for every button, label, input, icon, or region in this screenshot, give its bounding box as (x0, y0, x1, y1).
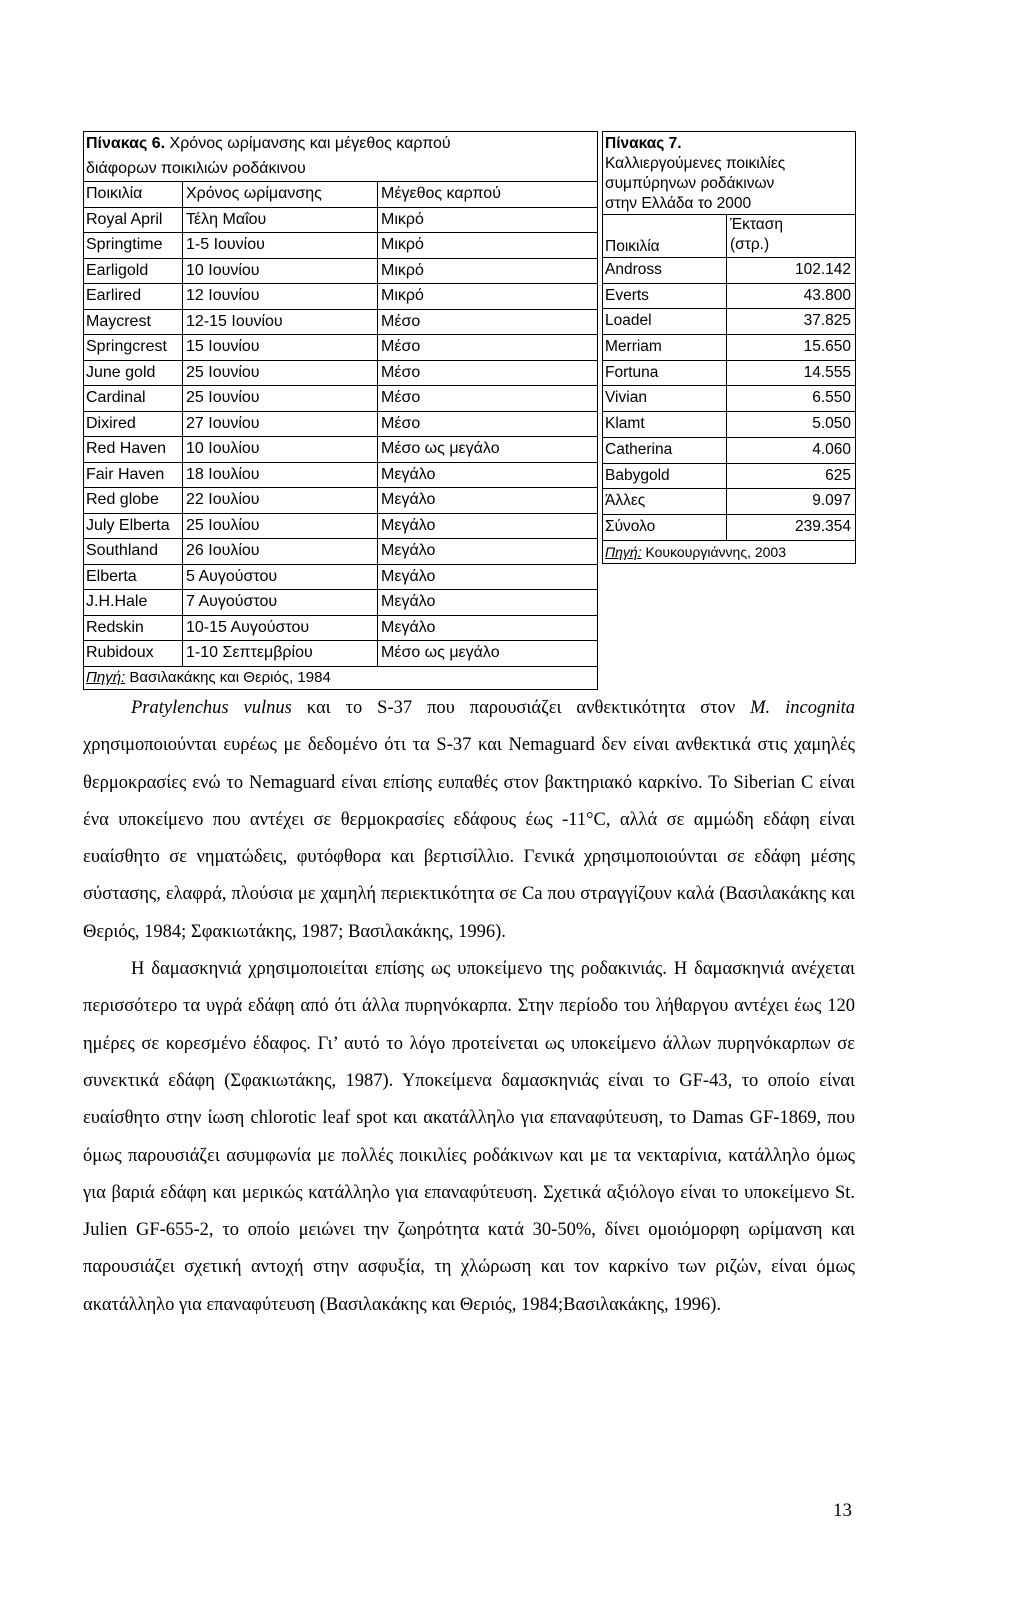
area-cell: 102.142 (794, 261, 851, 278)
table-row (603, 412, 855, 438)
table-row (603, 335, 855, 361)
table-7 (602, 131, 856, 564)
table-row (84, 437, 597, 463)
table-row (84, 386, 597, 412)
table-6-caption-text: Χρόνος ωρίμανσης και μέγεθος καρπού (165, 135, 451, 152)
size-cell: Μέσο ως μεγάλο (381, 644, 500, 662)
variety-cell: Σύνολο (603, 515, 727, 540)
size-cell: Μέσο ως μεγάλο (381, 440, 500, 458)
variety-cell: Red globe (84, 488, 183, 513)
size-cell: Μικρό (381, 236, 424, 254)
variety-cell: Elberta (84, 565, 183, 590)
ripening-cell: 26 Ιουλίου (183, 539, 378, 564)
table-row (84, 565, 597, 591)
paragraph-1 (83, 690, 855, 951)
paragraph-2: Η δαμασκηνιά χρησιμοποιείται επίσης ως υποκείμενο της ροδακινιάς. Η δαμασκηνιά ανέχεται περισσότερο τα υγρά εδάφη από ότι άλλα πυρηνόκαρπα. Στην περίοδο του λήθαργου αντέχει έως 120 ημέρες σε κορεσμένο έδαφος. Γι’ αυτό το λόγο προτείνεται ως υποκείμενο άλλων πυρηνόκαρπων σε συνεκτικά εδάφη (Σφακιωτάκης, 1987). Υποκείμενα δαμασκηνιάς είναι το GF-43, το οποίο είναι ευαίσθητο στην ίωση chlorotic leaf spot και ακατάλληλο για επαναφύτευση, το Damas GF-1869, που όμως παρουσιάζει ασυμφωνία με πολλές ποικιλίες ροδάκινων και με τα νεκταρίνια, κατάλληλο όμως για βαριά εδάφη και μερικώς κατάλληλο για επαναφύτευση. Σχετικά αξιόλογο είναι το υποκείμενο St. Julien GF-655-2, το οποίο μειώνει την ζωηρότητα κατά 30-50%, δίνει ομοιόμορφη ωρίμανση και παρουσιάζει σχετική αντοχή στην ασφυξία, τη χλώρωση και τον καρκίνο των ριζών, είναι όμως ακατάλληλο για επαναφύτευση (Βασιλακάκης και Θεριός, 1984;Βασιλακάκης, 1996). (83, 959, 855, 1315)
ripening-cell: 15 Ιουνίου (183, 335, 378, 360)
size-cell: Μεγάλο (381, 618, 436, 636)
table-row (84, 412, 597, 438)
variety-cell: Maycrest (84, 310, 183, 335)
table-6-header-row (84, 181, 597, 208)
page-number: 13 (833, 1500, 852, 1521)
variety-cell: Springcrest (84, 335, 183, 360)
table-row (603, 361, 855, 387)
table-7-source-text: Κουκουργιάννης, 2003 (641, 543, 786, 560)
table-row (603, 258, 855, 284)
variety-cell: Earlired (84, 284, 183, 309)
table-row (84, 233, 597, 259)
area-cell: 625 (825, 466, 851, 484)
size-cell: Μέσο (381, 414, 421, 432)
variety-cell: Klamt (603, 412, 727, 437)
species-name-2: M. incognita (750, 698, 855, 718)
area-cell: 14.555 (803, 363, 851, 381)
header-ripening-time: Χρόνος ωρίμανσης (183, 182, 378, 207)
table-row (84, 488, 597, 514)
table-row (84, 335, 597, 361)
ripening-cell: 12 Ιουνίου (183, 284, 378, 309)
ripening-cell: 10 Ιουνίου (183, 259, 378, 284)
size-cell: Μέσο (381, 363, 421, 381)
table-row (84, 310, 597, 336)
size-cell: Μικρό (381, 287, 424, 305)
table-row (84, 616, 597, 642)
variety-cell: Rubidoux (84, 641, 183, 666)
table-6 (83, 131, 598, 690)
table-7-caption-line2: συμπύρηνων ροδάκινων (605, 175, 775, 192)
header-variety: Ποικιλία (84, 182, 183, 207)
variety-cell: Babygold (603, 464, 727, 489)
header-variety: Ποικιλία (603, 215, 727, 257)
ripening-cell: 27 Ιουνίου (183, 412, 378, 437)
table-row (84, 514, 597, 540)
ripening-cell: 10 Ιουλίου (183, 437, 378, 462)
table-row (603, 386, 855, 412)
area-cell: 239.354 (794, 517, 851, 535)
variety-cell: Loadel (603, 309, 727, 334)
ripening-cell: 1-5 Ιουνίου (183, 233, 378, 258)
size-cell: Μεγάλο (381, 567, 436, 585)
variety-cell: Southland (84, 539, 183, 564)
table-row (84, 539, 597, 565)
table-7-caption-line3: στην Ελλάδα το 2000 (605, 195, 752, 212)
variety-cell: June gold (84, 361, 183, 386)
table-6-source-label: Πηγή: (86, 668, 126, 686)
size-cell: Μέσο (381, 389, 421, 407)
variety-cell: Springtime (84, 233, 183, 258)
area-cell: 43.800 (803, 286, 851, 304)
area-cell: 37.825 (803, 312, 851, 330)
ripening-cell: 25 Ιουνίου (183, 386, 378, 411)
variety-cell: Fortuna (603, 361, 727, 386)
table-6-caption-label: Πίνακας 6. (86, 135, 166, 152)
table-7-source-label: Πηγή: (605, 543, 642, 560)
size-cell: Μέσο (381, 312, 421, 330)
table-row (84, 361, 597, 387)
ripening-cell: Τέλη Μαΐου (183, 208, 378, 233)
header-fruit-size: Μέγεθος καρπού (381, 185, 501, 203)
table-row (84, 208, 597, 234)
table-row (84, 284, 597, 310)
ripening-cell: 7 Αυγούστου (183, 590, 378, 615)
ripening-cell: 25 Ιουλίου (183, 514, 378, 539)
ripening-cell: 25 Ιουνίου (183, 361, 378, 386)
table-row (603, 284, 855, 310)
ripening-cell: 10-15 Αυγούστου (183, 616, 378, 641)
area-cell: 6.550 (812, 389, 851, 407)
table-7-header-row (603, 214, 855, 258)
ripening-cell: 18 Ιουλίου (183, 463, 378, 488)
species-name: Pratylenchus vulnus (131, 698, 292, 718)
ripening-cell: 1-10 Σεπτεμβρίου (183, 641, 378, 666)
variety-cell: Catherina (603, 438, 727, 463)
variety-cell: Vivian (603, 386, 727, 411)
paragraph-1-part-a: και το S-37 που παρουσιάζει ανθεκτικότητα στον (291, 698, 751, 718)
body-text (83, 690, 855, 1324)
size-cell: Μεγάλο (381, 465, 436, 483)
table-6-source (84, 667, 597, 689)
table-7-caption (603, 132, 855, 154)
table-7-caption-line1: Καλλιεργούμενες ποικιλίες (605, 155, 786, 172)
table-row (603, 515, 855, 541)
area-cell: 4.060 (812, 440, 851, 458)
table-7-source (603, 541, 855, 563)
header-area-line2: (στρ.) (730, 236, 770, 253)
size-cell: Μεγάλο (381, 542, 436, 560)
variety-cell: Redskin (84, 616, 183, 641)
size-cell: Μεγάλο (381, 516, 436, 534)
variety-cell: J.H.Hale (84, 590, 183, 615)
area-cell: 15.650 (803, 338, 851, 356)
paragraph-1-part-b: χρησιμοποιούνται ευρέως με δεδομένο ότι τα S-37 και Nemaguard δεν είναι ανθεκτικά στις χαμηλές θερμοκρασίες ενώ το Nemaguard είναι επίσης ευπαθές στον βακτηριακό καρκίνο. Το Siberian C είναι ένα υποκείμενο που αντέχει σε θερμοκρασίες εδάφους έως -11°C, αλλά σε αμμώδη εδάφη είναι ευαίσθητο σε νηματώδεις, φυτόφθορα και βερτισίλλιο. Γενικά χρησιμοποιούνται σε εδάφη μέσης σύστασης, ελαφρά, πλούσια με χαμηλή περιεκτικότητα σε Ca που στραγγίζουν καλά (Βασιλακάκης και Θεριός, 1984; Σφακιωτάκης, 1987; Βασιλακάκης, 1996). (83, 735, 855, 942)
table-row (603, 438, 855, 464)
table-7-caption-label: Πίνακας 7. (605, 135, 682, 152)
variety-cell: Red Haven (84, 437, 183, 462)
variety-cell: Andross (603, 258, 727, 283)
area-cell: 9.097 (812, 492, 851, 510)
variety-cell: Άλλες (603, 489, 727, 514)
variety-cell: Earligold (84, 259, 183, 284)
table-row (84, 641, 597, 667)
table-row (603, 309, 855, 335)
area-cell: 5.050 (812, 415, 851, 433)
variety-cell: Dixired (84, 412, 183, 437)
variety-cell: Everts (603, 284, 727, 309)
header-area (727, 215, 855, 257)
table-row (84, 590, 597, 616)
table-row (603, 464, 855, 490)
size-cell: Μικρό (381, 210, 424, 228)
ripening-cell: 12-15 Ιουνίου (183, 310, 378, 335)
size-cell: Μεγάλο (381, 491, 436, 509)
table-row (84, 463, 597, 489)
table-6-source-text: Βασιλακάκης και Θεριός, 1984 (125, 668, 331, 686)
table-row (84, 259, 597, 285)
variety-cell: Royal April (84, 208, 183, 233)
variety-cell: July Elberta (84, 514, 183, 539)
header-area-line1: Έκταση (730, 216, 783, 233)
size-cell: Μεγάλο (381, 593, 436, 611)
variety-cell: Fair Haven (84, 463, 183, 488)
table-6-caption-line2: διάφορων ποικιλιών ροδάκινου (86, 159, 306, 177)
ripening-cell: 5 Αυγούστου (183, 565, 378, 590)
size-cell: Μικρό (381, 261, 424, 279)
table-row (603, 489, 855, 515)
table-6-caption (84, 132, 597, 157)
variety-cell: Merriam (603, 335, 727, 360)
ripening-cell: 22 Ιουλίου (183, 488, 378, 513)
variety-cell: Cardinal (84, 386, 183, 411)
size-cell: Μέσο (381, 338, 421, 356)
